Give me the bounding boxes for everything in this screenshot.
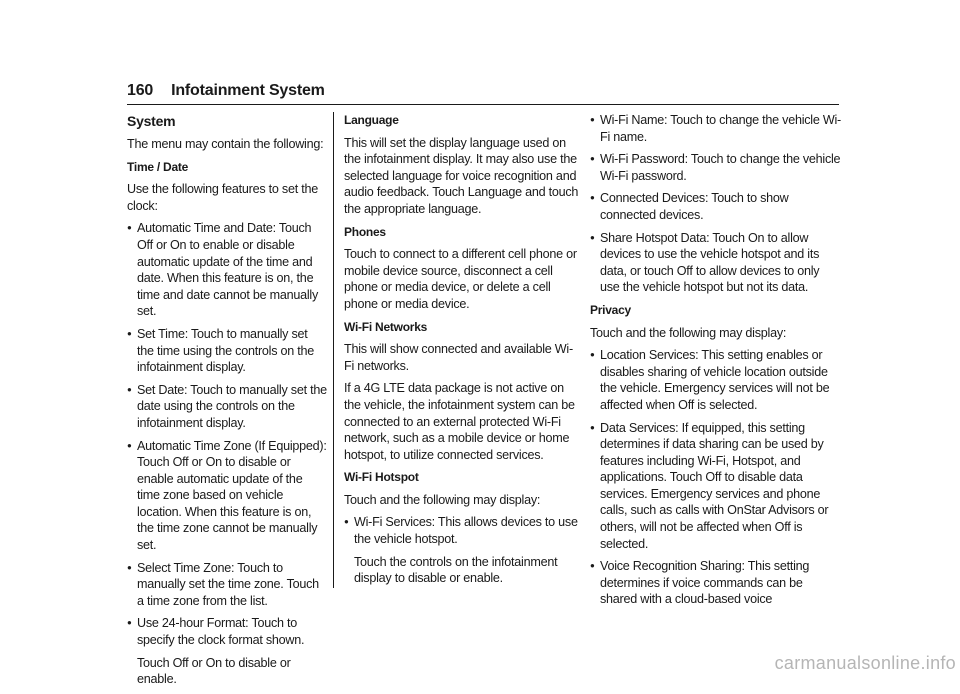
list-item: ● Use 24-hour Format: Touch to specify the clock format shown. [127, 615, 327, 648]
chapter-title: Infotainment System [171, 82, 325, 99]
time-intro: Use the following features to set the clock: [127, 182, 318, 213]
header-rule [127, 104, 839, 105]
list-item: ● Connected Devices: Touch to show connected devices. [590, 190, 842, 223]
list-item: ● Set Date: Touch to manually set the date using the controls on the infotainment display. [127, 382, 327, 432]
language-text: This will set the display language used on the infotainment display. It may also use the selected language for voice recognition and audio feedback. Touch Language and touch the appropriate language. [344, 135, 579, 216]
page-header [127, 82, 325, 100]
clock-format-note: Touch Off or On to disable or enable. [137, 655, 291, 687]
list-item-text: Wi-Fi Services: This allows devices to use the vehicle hotspot. [354, 515, 578, 547]
subheading-language: Language [344, 113, 399, 127]
privacy-list [590, 347, 842, 608]
wifi-text-1: This will show connected and available Wi-Fi networks. [344, 342, 573, 373]
subheading-wifi-networks: Wi-Fi Networks [344, 319, 428, 334]
hotspot-intro: Touch and the following may display: [344, 492, 541, 507]
list-item: ● Share Hotspot Data: Touch On to allow devices to use the vehicle hotspot and its data, or touch Off to allow devices to only use the vehicle hotspot but not its data. [590, 230, 842, 296]
list-item: ● Automatic Time and Date: Touch Off or On to enable or disable automatic update of the time and date. When this feature is on, the time and date cannot be manually set. [127, 220, 327, 320]
hotspot-options-list [590, 112, 842, 296]
privacy-intro: Touch and the following may display: [590, 325, 787, 340]
page-number: 160 [127, 82, 154, 99]
subheading-time-date: Time / Date [127, 159, 189, 174]
list-item: ● Voice Recognition Sharing: This setting determines if voice commands can be shared with a cloud-based voice [590, 558, 842, 608]
list-item: ● Data Services: If equipped, this setting determines if data sharing can be used by features including Wi-Fi, Hotspot, and applications. Touch Off to disable data services. Emergency services and phone calls, such as calls with OnStar Advisors or others, will not be affected when Off is selected. [590, 420, 842, 553]
list-item [344, 514, 580, 586]
list-item: ● Set Time: Touch to manually set the time using the controls on the infotainment display. [127, 326, 327, 376]
column-divider [333, 112, 334, 588]
hotspot-list [344, 514, 580, 586]
column-1 [127, 112, 327, 694]
watermark: carmanualsonline.info [774, 653, 956, 673]
column-2 [344, 112, 580, 593]
subheading-phones: Phones [344, 224, 386, 239]
section-heading-system: System [127, 113, 176, 129]
list-item: ● Wi-Fi Name: Touch to change the vehicle Wi-Fi name. [590, 112, 842, 145]
subheading-wifi-hotspot: Wi-Fi Hotspot [344, 470, 419, 485]
system-intro: The menu may contain the following: [127, 137, 324, 151]
list-item: ● Select Time Zone: Touch to manually set the time zone. Touch a time zone from the list. [127, 560, 327, 610]
list-item: ● Wi-Fi Password: Touch to change the vehicle Wi-Fi password. [590, 151, 842, 184]
list-item: ● Location Services: This setting enables or disables sharing of vehicle location outside the vehicle. Emergency services will not be affected when Off is selected. [590, 347, 842, 413]
column-3 [590, 112, 842, 614]
hotspot-note: Touch the controls on the infotainment display to disable or enable. [354, 554, 558, 586]
wifi-text-2: If a 4G LTE data package is not active on the vehicle, the infotainment system can be connected to an external protected Wi-Fi network, such as a mobile device or home hotspot, to utilize connected services. [344, 381, 575, 462]
time-options-list [127, 220, 327, 648]
list-item: ● Automatic Time Zone (If Equipped): Touch Off or On to disable or enable automatic update of the time zone based on vehicle location. When this feature is on, the time zone cannot be manually set. [127, 438, 327, 554]
subheading-privacy: Privacy [590, 302, 631, 317]
phones-text: Touch to connect to a different cell phone or mobile device source, disconnect a cell phone or media device, or delete a cell phone or media device. [344, 247, 577, 311]
